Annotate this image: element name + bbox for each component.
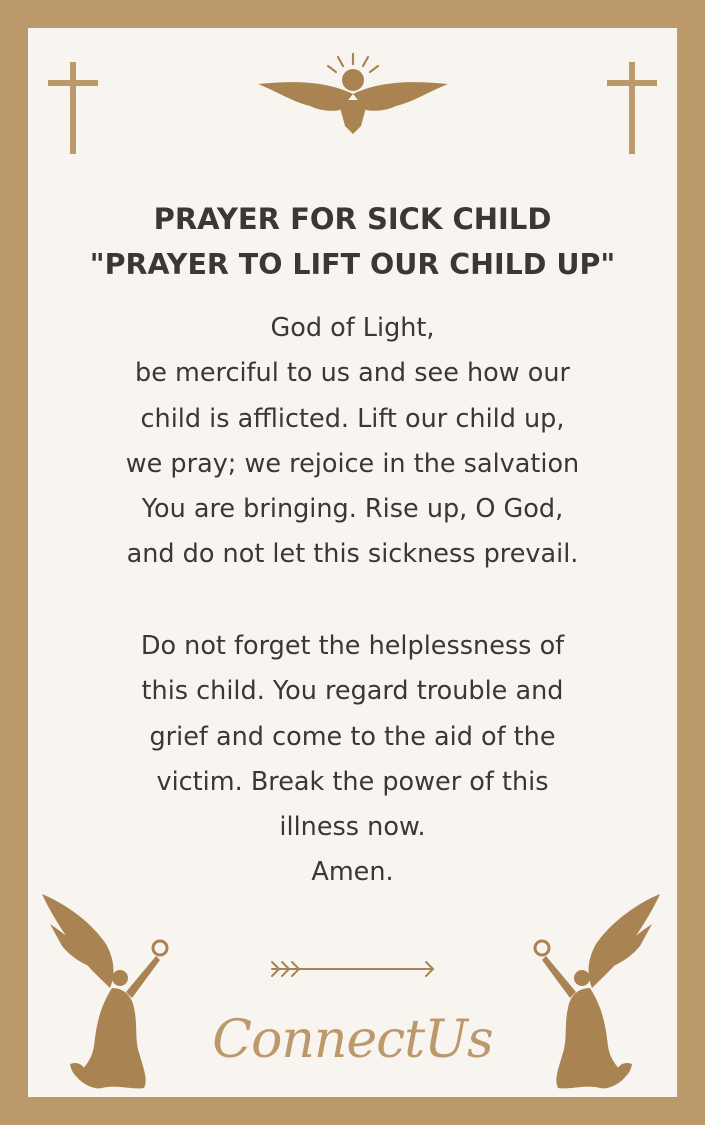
prayer-line: child is afflicted. Lift our child up, <box>140 403 565 434</box>
prayer-line: God of Light, <box>270 313 435 343</box>
title-line-2: "PRAYER TO LIFT OUR CHILD UP" <box>89 248 616 281</box>
prayer-line: we pray; we rejoice in the salvation <box>125 448 580 479</box>
prayer-line: Do not forget the helplessness of <box>140 631 565 661</box>
prayer-line: this child. You regard trouble and <box>141 676 564 707</box>
prayer-line: illness now. <box>279 812 426 843</box>
brand-logo-text: ConnectUs <box>212 1010 493 1070</box>
prayer-line: Amen. <box>311 857 394 888</box>
arrow-icon <box>268 954 438 984</box>
winged-sun-icon <box>258 44 448 134</box>
cross-icon <box>46 60 100 156</box>
prayer-line: be merciful to us and see how our <box>135 358 570 389</box>
title-line-1: PRAYER FOR SICK CHILD <box>153 202 552 236</box>
prayer-stanza-2 <box>28 624 677 896</box>
prayer-line: and do not let this sickness prevail. <box>126 539 579 570</box>
prayer-stanza-1 <box>28 306 677 578</box>
prayer-line: You are bringing. Rise up, O God, <box>141 494 564 525</box>
prayer-card <box>28 28 677 1097</box>
prayer-line: grief and come to the aid of the <box>149 721 556 752</box>
cross-icon <box>605 60 659 156</box>
prayer-line: victim. Break the power of this <box>156 766 549 797</box>
